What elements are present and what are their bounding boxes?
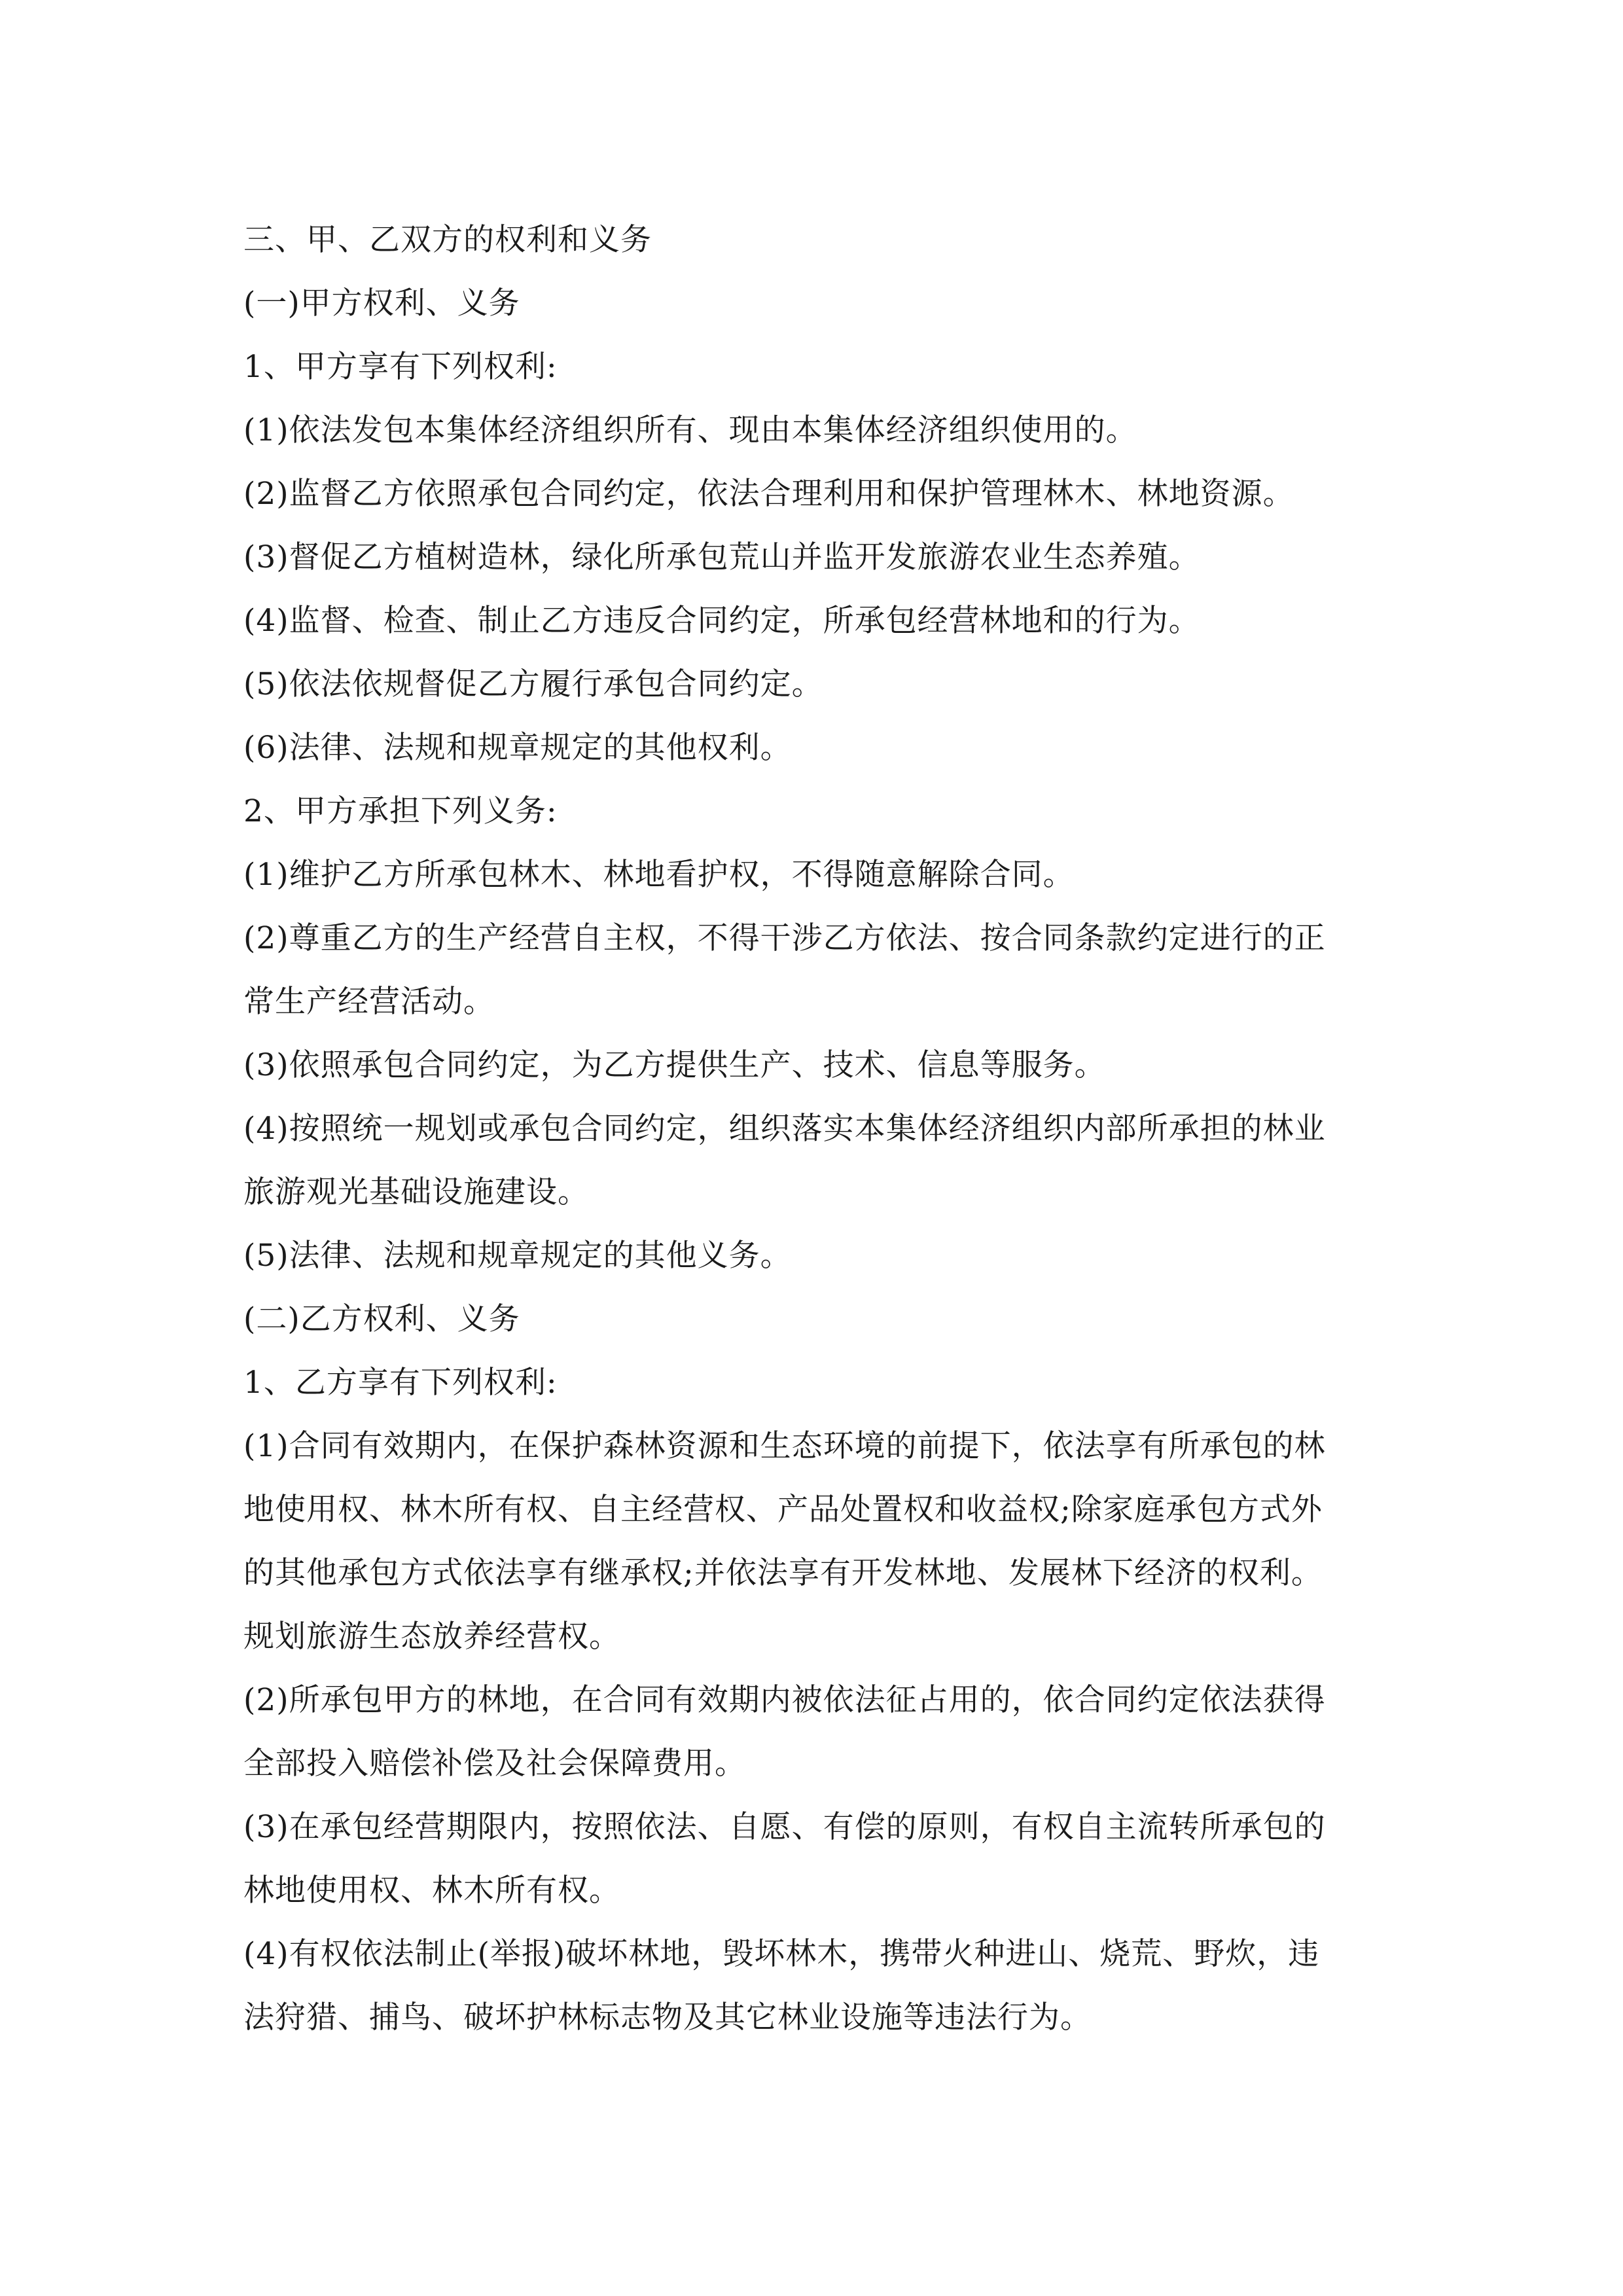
- text-line: (5)法律、法规和规章规定的其他义务。: [243, 1238, 792, 1274]
- text-line: (2)尊重乙方的生产经营自主权，不得干涉乙方依法、按合同条款约定进行的正: [243, 920, 1326, 956]
- text-line: 旅游观光基础设施建设。: [243, 1174, 589, 1210]
- text-line: (4)监督、检查、制止乙方违反合同约定，所承包经营林地和的行为。: [243, 603, 1200, 639]
- text-line: (3)依照承包合同约定，为乙方提供生产、技术、信息等服务。: [243, 1047, 1106, 1083]
- text-line: 地使用权、林木所有权、自主经营权、产品处置权和收益权;除家庭承包方式外: [243, 1492, 1323, 1528]
- text-line: 林地使用权、林木所有权。: [243, 1873, 620, 1909]
- text-line: 的其他承包方式依法享有继承权;并依法享有开发林地、发展林下经济的权利。: [243, 1555, 1323, 1591]
- text-line: (2)所承包甲方的林地，在合同有效期内被依法征占用的，依合同约定依法获得: [243, 1682, 1326, 1718]
- text-line: (4)有权依法制止(举报)破坏林地，毁坏林木，携带火种进山、烧荒、野炊，违: [243, 1936, 1320, 1972]
- text-line: (1)维护乙方所承包林木、林地看护权，不得随意解除合同。: [243, 857, 1075, 893]
- text-line: (4)按照统一规划或承包合同约定，组织落实本集体经济组织内部所承担的林业: [243, 1111, 1326, 1147]
- text-line: (6)法律、法规和规章规定的其他权利。: [243, 730, 792, 766]
- text-line: 全部投入赔偿补偿及社会保障费用。: [243, 1746, 746, 1782]
- text-line: (3)督促乙方植树造林，绿化所承包荒山并监开发旅游农业生态养殖。: [243, 539, 1200, 575]
- text-line: (5)依法依规督促乙方履行承包合同约定。: [243, 666, 823, 702]
- subsection-heading: (一)甲方权利、义务: [243, 285, 520, 321]
- clause-heading: 1、乙方享有下列权利:: [243, 1365, 558, 1401]
- text-line: 规划旅游生态放养经营权。: [243, 1619, 620, 1655]
- text-line: (1)依法发包本集体经济组织所有、现由本集体经济组织使用的。: [243, 412, 1137, 448]
- text-line: 常生产经营活动。: [243, 984, 495, 1020]
- text-line: (3)在承包经营期限内，按照依法、自愿、有偿的原则，有权自主流转所承包的: [243, 1809, 1326, 1845]
- text-line: (1)合同有效期内，在保护森林资源和生态环境的前提下，依法享有所承包的林: [243, 1428, 1326, 1464]
- text-line: (2)监督乙方依照承包合同约定，依法合理利用和保护管理林木、林地资源。: [243, 476, 1294, 512]
- clause-heading: 1、甲方享有下列权利:: [243, 349, 558, 385]
- clause-heading: 2、甲方承担下列义务:: [243, 793, 558, 829]
- document-body: [243, 208, 1395, 2049]
- text-line: 法狩猎、捕鸟、破坏护林标志物及其它林业设施等违法行为。: [243, 2000, 1092, 2036]
- subsection-heading: (二)乙方权利、义务: [243, 1301, 520, 1337]
- section-heading: 三、甲、乙双方的权利和义务: [243, 222, 652, 258]
